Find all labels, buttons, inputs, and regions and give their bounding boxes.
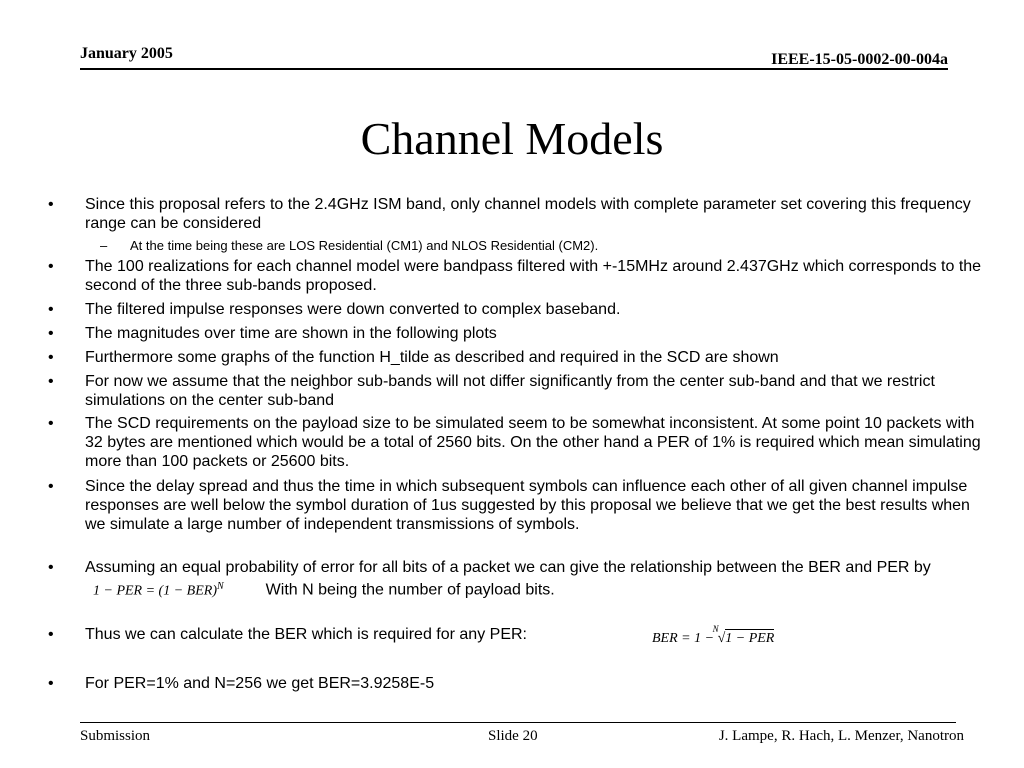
bullet-text: The filtered impulse responses were down converted to complex baseband. — [85, 301, 621, 318]
bullet-text: The magnitudes over time are shown in the following plots — [85, 325, 497, 342]
bullet-dot: • — [48, 258, 54, 275]
per-ber-equation — [93, 577, 224, 601]
bullet-dot: • — [48, 349, 54, 366]
bullet-dot: • — [48, 301, 54, 318]
bullet-text: Thus we can calculate the BER which is required for any PER: — [85, 626, 527, 643]
bullet-text: Furthermore some graphs of the function H_tilde as described and required in the SCD are shown — [85, 349, 779, 366]
bullet-item — [48, 414, 985, 471]
equation-exponent: N — [216, 581, 224, 592]
bullet-text: For now we assume that the neighbor sub-bands will not differ significantly from the center sub-band and that we restrict simulations on the center sub-band — [85, 373, 935, 409]
bullet-dot: • — [48, 325, 54, 342]
root-index: N — [712, 624, 719, 634]
slide-number: Slide 20 — [488, 728, 538, 744]
header-divider — [80, 68, 948, 70]
header-doc-id: IEEE-15-05-0002-00-004a — [771, 51, 948, 68]
sub-bullet-text: At the time being these are LOS Residential (CM1) and NLOS Residential (CM2). — [130, 238, 599, 253]
bullet-dot: • — [48, 415, 54, 432]
header-date: January 2005 — [80, 45, 173, 62]
sub-bullet-item — [100, 238, 990, 254]
bullet-item — [48, 625, 985, 644]
bullet-text: Since this proposal refers to the 2.4GHz ISM band, only channel models with complete parameter set covering this frequency range can be considered — [85, 196, 971, 232]
bullet-item — [48, 348, 985, 367]
ber-equation: BER = 1 − N √1 − PER — [652, 624, 775, 646]
bullet-text: The SCD requirements on the payload size to be simulated seem to be somewhat inconsistent. At some point 10 packets with 32 bytes are mentioned which would be a total of 2560 bits. On the other hand a PER of 1% is required which mean simulating more than 100 packets or 25600 bits. — [85, 415, 981, 470]
footer-left: Submission — [80, 728, 151, 744]
footer-divider — [80, 722, 956, 723]
bullet-dot: • — [48, 373, 54, 390]
bullet-dot: • — [48, 626, 54, 643]
bullet-text: For PER=1% and N=256 we get BER=3.9258E-5 — [85, 675, 435, 692]
bullet-text: Assuming an equal probability of error for all bits of a packet we can give the relationship between the BER and PER by — [85, 559, 931, 576]
dash-marker: – — [100, 238, 108, 253]
slide-title: Channel Models — [360, 113, 664, 164]
bullet-item — [48, 324, 985, 343]
bullet-item — [48, 558, 985, 601]
bullet-item — [48, 674, 985, 693]
bullet-dot: • — [48, 196, 54, 213]
equation-text: 1 − PER = (1 − BER) — [93, 583, 217, 599]
bullet-dot: • — [48, 559, 54, 576]
bullet-text-continued: With N being the number of payload bits. — [265, 581, 555, 599]
bullet-item — [48, 195, 985, 233]
radicand: 1 − PER — [725, 631, 775, 646]
bullet-dot: • — [48, 478, 54, 495]
footer-authors: J. Lampe, R. Hach, L. Menzer, Nanotron — [718, 728, 964, 744]
bullet-item — [48, 300, 985, 319]
bullet-text: Since the delay spread and thus the time in which subsequent symbols can influence each other of all given channel impulse responses are well below the symbol duration of 1us suggested by this proposal we believe that we get the best results when we simulate a large number of independent transmissions of symbols. — [85, 478, 970, 533]
equation-text: BER = 1 − — [652, 631, 718, 646]
bullet-item — [48, 372, 985, 410]
bullet-item — [48, 477, 985, 534]
bullet-dot: • — [48, 675, 54, 692]
bullet-text: The 100 realizations for each channel model were bandpass filtered with +-15MHz around 2.437GHz which corresponds to the second of the three sub-bands proposed. — [85, 258, 982, 294]
bullet-item — [48, 257, 985, 295]
